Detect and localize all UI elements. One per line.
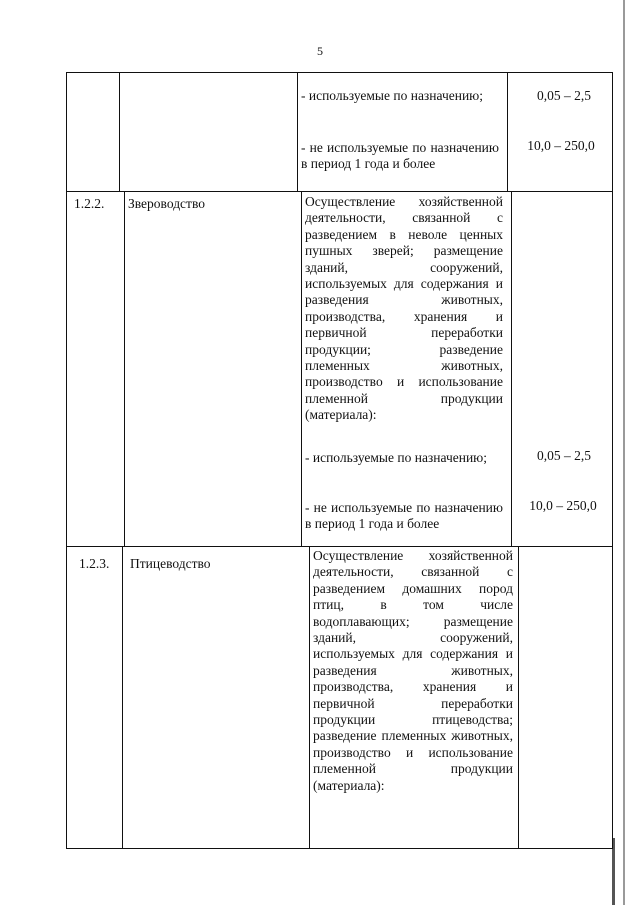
scan-edge-right — [623, 0, 625, 905]
row-name: Птицеводство — [130, 556, 211, 571]
usage-item: - не используемые по назначению в период 1 года и более — [301, 140, 499, 172]
value-cell: 0,05 – 2,5 — [537, 88, 591, 103]
row-number: 1.2.2. — [74, 196, 105, 211]
value-cell: 10,0 – 250,0 — [527, 138, 595, 153]
page-number: 5 — [317, 44, 323, 58]
value-cell: 0,05 – 2,5 — [537, 448, 591, 463]
row-name: Звероводство — [128, 196, 205, 211]
row-description: Осуществление хозяйственной деятельности, связанной с разведением домашних пород птиц, в том числе водоплавающих; размещение зданий, сооружений, используемых для содержания и разведения животных, производства, хранения и первичной переработки продукции птицеводства; разведение племенных животных, производство и использование племенной продукции (материала): — [313, 548, 513, 793]
row-description: Осуществление хозяйственной деятельности, связанной с разведением в неволе ценных пушных зверей; размещение зданий, сооружений, используемых для содержания и разведения животных, производства, хранения и первичной переработки продукции; разведение племенных животных, производство и использование племенной продукции (материала): — [305, 194, 503, 423]
usage-item: - не используемые по назначению в период 1 года и более — [305, 500, 503, 532]
row-number: 1.2.3. — [79, 556, 110, 571]
usage-item: - используемые по назначению; — [301, 88, 484, 103]
value-cell: 10,0 – 250,0 — [529, 498, 597, 513]
usage-item: - используемые по назначению; — [305, 450, 488, 465]
